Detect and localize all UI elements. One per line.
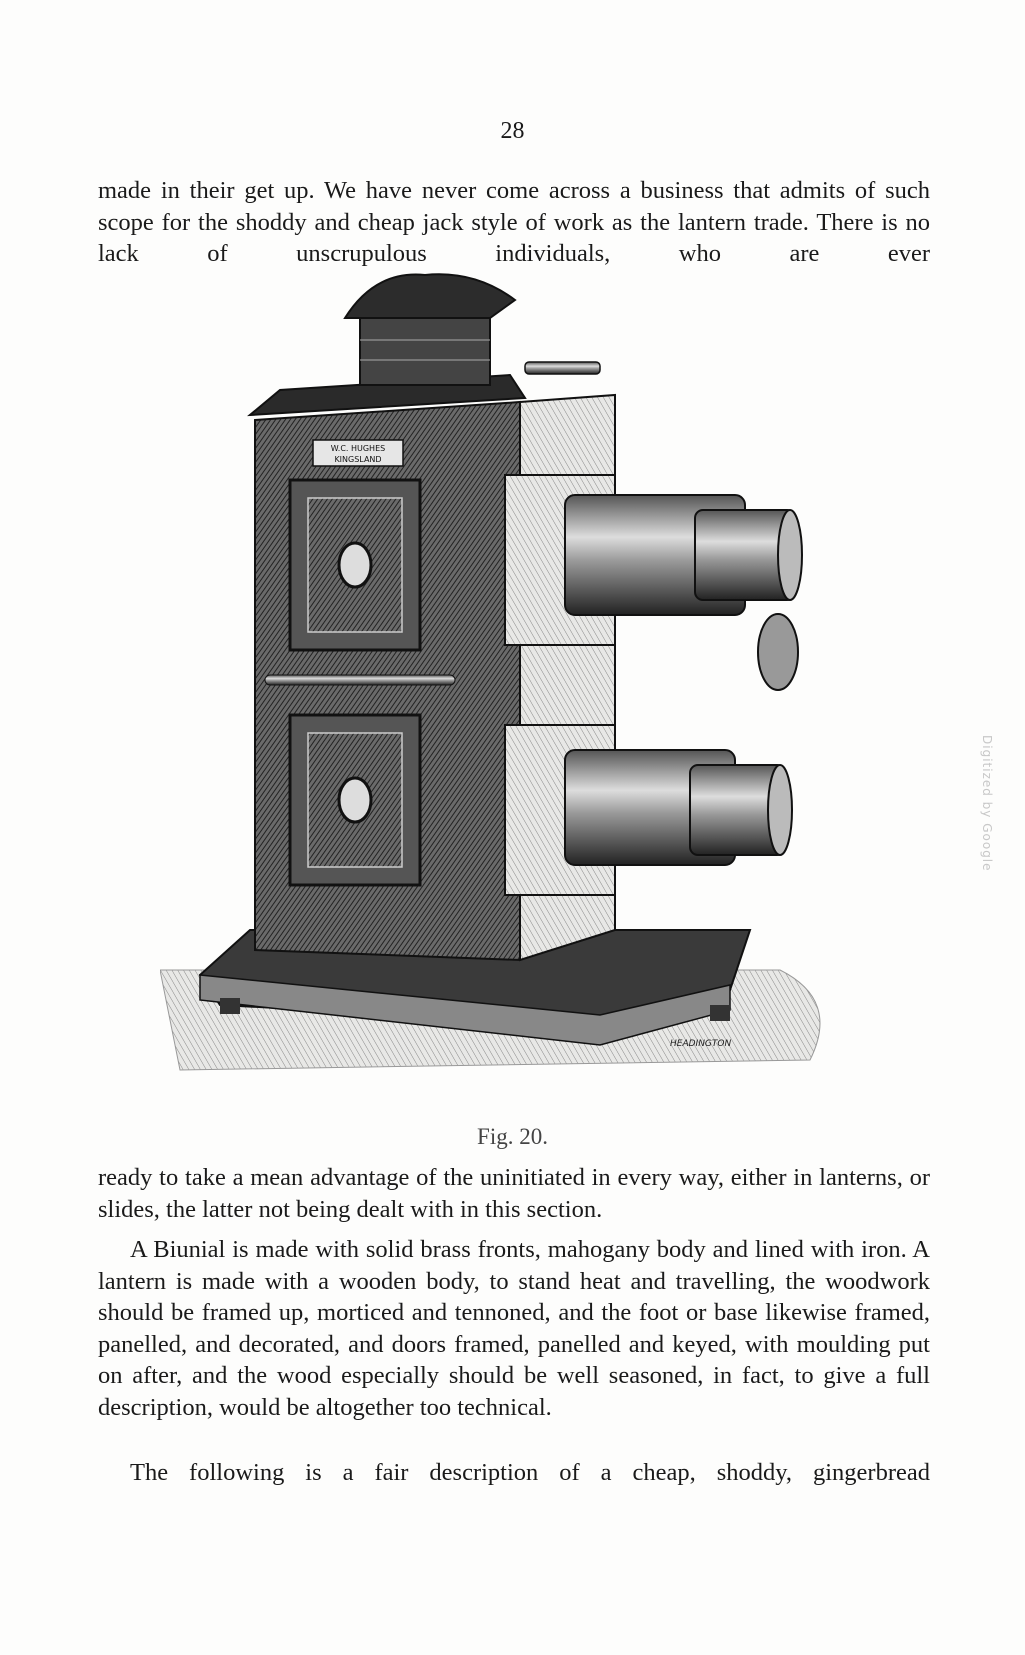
slide-carrier-bracket: [525, 362, 600, 374]
lantern-handle-bar: [265, 675, 455, 685]
paragraph-3: A Biunial is made with solid brass fronts, mahogany body and lined with iron. A lantern is made with a wooden body, to stand heat and travelling, the woodwork should be framed up, morticed and tennoned, and the foot or base likewise framed, panelled, and decorated, and doors framed, panelled and keyed, with moulding put on after, and the wood especially should be well seasoned, in fact, to give a full description, would be altogether too technical.: [98, 1236, 930, 1421]
lantern-chimney: [345, 274, 515, 385]
page-number: 28: [500, 118, 525, 144]
lantern-nameplate: [313, 440, 403, 466]
engraver-signature: HEADINGTON: [670, 1039, 732, 1049]
nameplate-line2: KINGSLAND: [334, 455, 382, 464]
lantern-upper-door: [290, 480, 420, 650]
figure-caption: Fig. 20.: [477, 1124, 548, 1149]
digitization-watermark: Digitized by Google: [980, 735, 994, 872]
paragraph-2: ready to take a mean advantage of the uninitiated in every way, either in lanterns, or slides, the latter not being dealt with in this section.: [98, 1164, 930, 1223]
lower-lens: [505, 725, 792, 895]
figure-biunial-lantern: [160, 270, 860, 1130]
nameplate-line1: W.C. HUGHES: [330, 444, 386, 453]
lantern-lower-door: [290, 715, 420, 885]
paragraph-1: made in their get up. We have never come across a business that admits of such scope for the shoddy and cheap jack style of work as the lantern trade. There is no lack of unscrupulous individuals, who are ever: [98, 177, 930, 267]
paragraph-4: The following is a fair description of a cheap, shoddy, gingerbread: [130, 1459, 930, 1486]
